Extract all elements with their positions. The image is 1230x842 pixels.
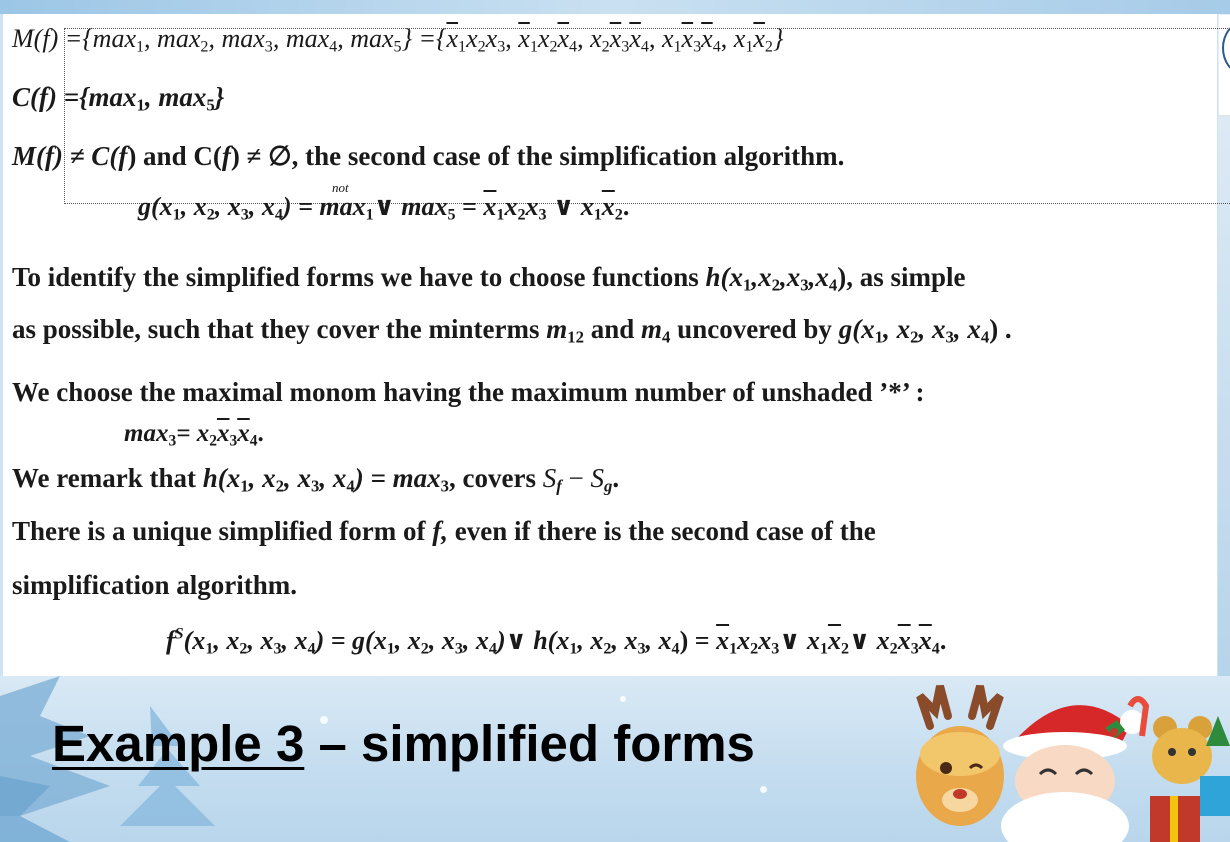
line-identify-forms: To identify the simplified forms we have to choose functions $h(x_1,x_2,x_3,x_4)$, as simple bbox=[12, 262, 966, 295]
snowflake-icon bbox=[760, 786, 767, 793]
slide-title-rest: – simplified forms bbox=[304, 715, 755, 772]
line-algorithm: simplification algorithm. bbox=[12, 570, 297, 600]
christmas-characters-icon bbox=[900, 676, 1230, 842]
line-second-case: M(f) ≠ C(f) and C(f) ≠ ∅, the second case of the simplification algorithm. bbox=[12, 141, 845, 171]
slide-title bbox=[52, 714, 755, 773]
line-remark: We remark that $h(x_1$, $x_2$, $x_3$, $x_4) = \max_3$, covers $S_f - S_g$. bbox=[12, 463, 620, 496]
line-cover-minterms: as possible, such that they cover the minterms $m_{12}$ and $m_4$ uncovered by $g(x_1$, $x_2$, $x_3$, $x_4$) . bbox=[12, 314, 1012, 347]
line-g-function: $g(x_1$, $x_2$, $x_3$, $x_4$) = $\max_1\vee$ $\max_5 = \overline{x}_1x_2x_3$ ∨ $x_1\overline{x}_2$. bbox=[138, 192, 630, 224]
line-final-form: $f^S(x_1$, $x_2$, $x_3$, $x_4) = g(x_1$, $x_2$, $x_3$, $x_4)\vee$ $h(x_1$, $x_2$, $x_3$, $x_4$) = $\overline{x}_1x_2x_3\vee$ $x_1\overline{x}_2\vee$ $x_2\overline{x}_3\overline{x}_4$. bbox=[166, 625, 947, 658]
line-choose-maximal: We choose the maximal monom having the maximum number of unshaded ’*’ : bbox=[12, 377, 925, 407]
line-unique-form: There is a unique simplified form of f, even if there is the second case of the bbox=[12, 516, 876, 546]
snowflake-icon bbox=[620, 696, 626, 702]
line-max3: $\max_3= x_2\overline{x}_3\overline{x}_4$. bbox=[124, 420, 264, 450]
line-core-set: $C(f) =\{\max_1$, $\max_5$} bbox=[12, 82, 225, 115]
line-maximal-monoms: $M(f) =\{\max_1$, $\max_2$, $\max_3$, $\max_4$, $\max_5\} =\{\overline{x}_1x_2x_3$, $\overline{x}_1x_2\overline{x}_4$, $x_2\overline{x}_3\overline{x}_4$, $x_1\overline{x}_3\overline{x}_4$, $x_1\overline{x}_2$} bbox=[12, 24, 784, 56]
not-annotation: not bbox=[332, 180, 349, 195]
slide-title-example: Example 3 bbox=[52, 715, 305, 772]
top-background-strip bbox=[0, 0, 1230, 14]
